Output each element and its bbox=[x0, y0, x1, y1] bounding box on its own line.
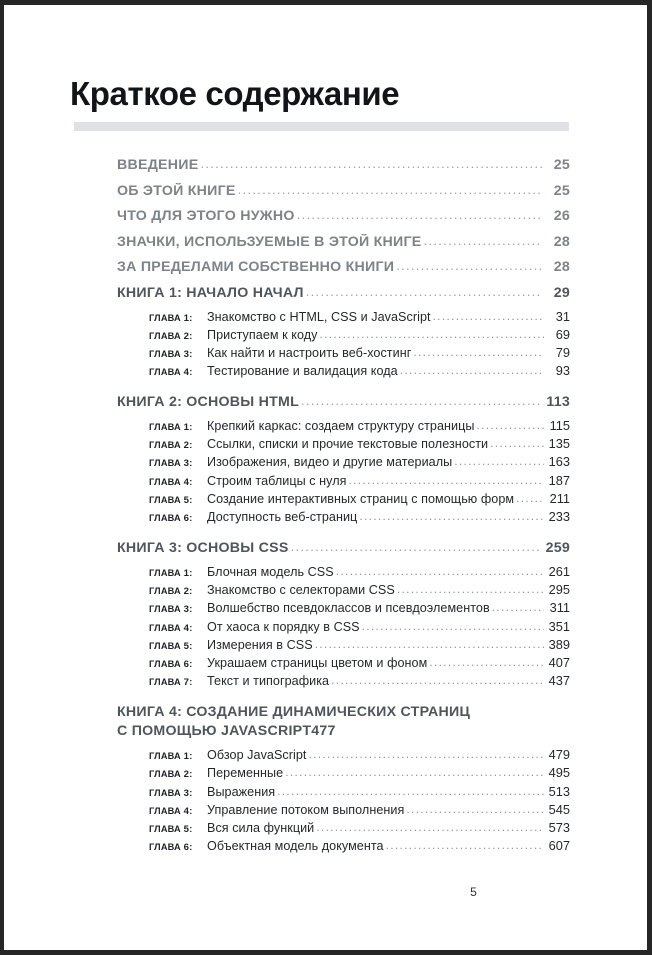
leader-dots bbox=[308, 747, 544, 761]
toc-chapter-label bbox=[149, 842, 207, 853]
toc-chapter-number: 4 bbox=[183, 367, 190, 379]
toc-entry-page-number: 28 bbox=[553, 233, 570, 250]
toc-chapter-label bbox=[149, 367, 207, 378]
toc-chapter-entry[interactable] bbox=[149, 436, 570, 451]
toc-chapter-page-number: 211 bbox=[549, 490, 570, 506]
toc-chapter-number: 5 bbox=[183, 494, 190, 506]
toc-chapter-title: Волшебство псевдоклассов и псевдоэлементов bbox=[207, 601, 490, 616]
toc-chapter-label bbox=[149, 586, 207, 597]
toc-chapter-page-number: 407 bbox=[548, 654, 570, 670]
leader-dots bbox=[454, 454, 544, 468]
toc-chapter-label bbox=[149, 495, 207, 506]
toc-chapter-page-number: 93 bbox=[555, 363, 570, 379]
page-title-wrap bbox=[70, 77, 570, 112]
toc-book-heading-label: КНИГА 1: НАЧАЛО НАЧАЛ bbox=[117, 284, 304, 301]
toc-entry-label: ЗА ПРЕДЕЛАМИ СОБСТВЕННО КНИГИ bbox=[117, 259, 395, 275]
toc-chapter-page-number: 495 bbox=[548, 765, 570, 781]
toc-chapter-label bbox=[149, 477, 207, 488]
leader-dots bbox=[291, 540, 542, 554]
toc-chapter-number: 1 bbox=[183, 568, 190, 579]
toc-book-heading-line-2: С ПОМОЩЬЮ JAVASCRIPT bbox=[117, 723, 312, 740]
toc-chapter-page-number: 233 bbox=[548, 509, 570, 524]
toc-chapter-word: ГЛАВА bbox=[149, 805, 181, 816]
toc-chapter-title: От хаоса к порядку в CSS bbox=[207, 619, 360, 634]
toc-chapter-title: Создание интерактивных страниц с помощью форм bbox=[207, 491, 515, 506]
leader-dots bbox=[492, 600, 544, 614]
toc-chapter-colon: : bbox=[189, 330, 193, 341]
toc-chapter-word: ГЛАВА bbox=[149, 586, 181, 597]
toc-chapter-entry[interactable] bbox=[149, 600, 570, 615]
leader-dots bbox=[316, 820, 544, 834]
toc-chapter-page-number: 573 bbox=[548, 819, 570, 835]
toc-chapter-colon: : bbox=[189, 422, 193, 433]
toc-chapter-title: Текст и типографика bbox=[207, 674, 330, 689]
leader-dots bbox=[297, 208, 542, 222]
toc-chapter-page-number: 187 bbox=[548, 472, 570, 488]
toc-chapter-label bbox=[149, 824, 207, 835]
toc-chapter-entry[interactable] bbox=[149, 327, 570, 342]
toc-chapter-label bbox=[149, 769, 207, 780]
toc-chapter-number: 1 bbox=[183, 751, 190, 763]
toc-entry-label: ЧТО ДЛЯ ЭТОГО НУЖНО bbox=[117, 208, 295, 224]
toc-chapter-entry[interactable] bbox=[149, 747, 570, 762]
leader-dots bbox=[424, 234, 542, 248]
toc-chapter-number: 2 bbox=[183, 769, 190, 781]
toc-book-heading[interactable] bbox=[117, 394, 570, 410]
toc-chapter-colon: : bbox=[189, 458, 193, 469]
toc-chapter-title: Обзор JavaScript bbox=[207, 748, 307, 763]
toc-chapter-colon: : bbox=[189, 823, 193, 834]
toc-chapter-entry[interactable] bbox=[149, 765, 570, 780]
toc-chapter-colon: : bbox=[189, 842, 193, 853]
toc-chapter-number: 3 bbox=[183, 458, 190, 470]
toc-chapter-page-number: 437 bbox=[548, 673, 570, 689]
toc-chapter-colon: : bbox=[189, 751, 193, 762]
toc-chapter-colon: : bbox=[189, 769, 193, 780]
toc-chapter-title: Строим таблицы с нуля bbox=[207, 473, 347, 488]
toc-chapter-entry[interactable] bbox=[149, 820, 570, 835]
toc-front-matter-entry[interactable] bbox=[117, 259, 570, 275]
toc-chapter-title: Доступность веб-страниц bbox=[207, 510, 358, 524]
toc-chapter-number: 3 bbox=[183, 787, 190, 799]
leader-dots bbox=[386, 838, 544, 852]
leader-dots bbox=[348, 473, 544, 487]
toc-chapter-title: Изображения, видео и другие материалы bbox=[207, 455, 453, 470]
toc-chapter-number: 4 bbox=[183, 476, 190, 488]
leader-dots bbox=[490, 436, 544, 450]
toc-chapter-title: Блочная модель CSS bbox=[207, 565, 334, 579]
toc-chapter-entry[interactable] bbox=[149, 838, 570, 853]
toc-book-page-number: 113 bbox=[546, 394, 570, 411]
toc-chapter-number: 2 bbox=[183, 330, 190, 342]
toc-chapter-word: ГЛАВА bbox=[149, 787, 181, 798]
leader-dots bbox=[359, 509, 544, 523]
leader-dots bbox=[200, 157, 542, 171]
leader-dots bbox=[315, 637, 544, 651]
toc-book-section bbox=[117, 540, 570, 688]
toc-chapter-number: 3 bbox=[183, 348, 190, 360]
toc-entry-label: ВВЕДЕНИЕ bbox=[117, 157, 199, 173]
leader-dots bbox=[277, 784, 544, 798]
toc-entry-page-number: 28 bbox=[553, 259, 570, 275]
toc-chapter-number: 4 bbox=[183, 805, 190, 817]
toc-chapter-page-number: 69 bbox=[555, 326, 570, 342]
toc-chapter-label bbox=[149, 788, 207, 799]
book-sections bbox=[117, 285, 570, 854]
toc-chapter-page-number: 607 bbox=[548, 838, 570, 854]
toc-book-page-number: 259 bbox=[545, 540, 570, 556]
toc-chapter-word: ГЛАВА bbox=[149, 677, 181, 688]
folio-number: 5 bbox=[470, 885, 477, 899]
toc-chapter-label bbox=[149, 440, 207, 451]
toc-chapter-page-number: 261 bbox=[548, 564, 570, 579]
toc-chapter-word: ГЛАВА bbox=[149, 604, 181, 615]
toc-chapter-title: Тестирование и валидация кода bbox=[207, 364, 398, 379]
toc-chapter-number: 1 bbox=[183, 422, 190, 434]
toc-book-heading[interactable] bbox=[117, 285, 570, 301]
toc-chapter-title: Выражения bbox=[207, 784, 276, 799]
table-of-contents bbox=[117, 157, 570, 856]
toc-chapter-label bbox=[149, 659, 207, 670]
toc-chapter-label bbox=[149, 458, 207, 469]
toc-chapter-word: ГЛАВА bbox=[149, 751, 181, 762]
toc-chapter-page-number: 163 bbox=[548, 454, 570, 470]
toc-chapter-title: Переменные bbox=[207, 766, 284, 781]
page-title: Краткое содержание bbox=[70, 75, 400, 112]
toc-book-section bbox=[117, 285, 570, 379]
toc-chapter-colon: : bbox=[189, 494, 193, 505]
toc-chapter-title: Объектная модель документа bbox=[207, 839, 384, 854]
toc-chapter-number: 1 bbox=[183, 312, 190, 324]
toc-chapter-entry[interactable] bbox=[149, 454, 570, 469]
toc-entry-page-number: 25 bbox=[553, 182, 570, 199]
toc-chapter-colon: : bbox=[189, 568, 193, 578]
toc-chapter-word: ГЛАВА bbox=[149, 658, 181, 669]
leader-dots bbox=[433, 309, 544, 323]
toc-chapter-colon: : bbox=[189, 367, 193, 378]
toc-chapter-word: ГЛАВА bbox=[149, 440, 181, 451]
toc-chapter-page-number: 351 bbox=[548, 618, 570, 634]
leader-dots bbox=[396, 259, 542, 273]
toc-chapter-page-number: 311 bbox=[549, 600, 570, 616]
toc-chapter-page-number: 545 bbox=[548, 801, 570, 817]
leader-dots bbox=[336, 564, 544, 578]
toc-book-heading-label: КНИГА 3: ОСНОВЫ CSS bbox=[117, 540, 289, 556]
toc-chapter-word: ГЛАВА bbox=[149, 640, 181, 651]
toc-chapter-colon: : bbox=[189, 622, 193, 633]
leader-dots bbox=[406, 802, 544, 816]
toc-book-heading-line-2-row bbox=[117, 723, 570, 739]
toc-chapter-colon: : bbox=[189, 476, 193, 487]
toc-chapter-colon: : bbox=[189, 677, 193, 688]
toc-chapter-entry[interactable] bbox=[149, 564, 570, 579]
toc-entry-page-number: 25 bbox=[553, 157, 570, 173]
leader-dots bbox=[429, 655, 544, 669]
toc-chapter-colon: : bbox=[189, 312, 193, 323]
toc-chapter-entry[interactable] bbox=[149, 418, 570, 433]
toc-chapter-list bbox=[149, 309, 570, 379]
toc-book-section bbox=[117, 394, 570, 524]
toc-chapter-entry[interactable] bbox=[149, 509, 570, 524]
toc-chapter-number: 2 bbox=[183, 586, 190, 598]
toc-chapter-entry[interactable] bbox=[149, 655, 570, 670]
toc-chapter-page-number: 31 bbox=[555, 308, 570, 324]
toc-chapter-title: Украшаем страницы цветом и фоном bbox=[207, 655, 428, 670]
toc-chapter-page-number: 479 bbox=[548, 747, 570, 763]
leader-dots bbox=[331, 673, 544, 687]
toc-chapter-word: ГЛАВА bbox=[149, 568, 181, 578]
toc-chapter-colon: : bbox=[189, 805, 193, 816]
toc-chapter-label bbox=[149, 641, 207, 652]
toc-chapter-entry[interactable] bbox=[149, 673, 570, 688]
toc-chapter-label bbox=[149, 806, 207, 817]
toc-book-heading-line-1: КНИГА 4: СОЗДАНИЕ ДИНАМИЧЕСКИХ СТРАНИЦ bbox=[117, 704, 471, 721]
toc-chapter-number: 6 bbox=[183, 658, 190, 670]
toc-book-heading-label: КНИГА 2: ОСНОВЫ HTML bbox=[117, 394, 300, 411]
toc-chapter-word: ГЛАВА bbox=[149, 842, 181, 853]
front-matter-entries bbox=[117, 157, 570, 275]
toc-front-matter-entry[interactable] bbox=[117, 183, 570, 199]
toc-chapter-label bbox=[149, 513, 207, 524]
toc-chapter-label bbox=[149, 677, 207, 688]
toc-chapter-colon: : bbox=[189, 440, 193, 451]
toc-book-heading[interactable] bbox=[117, 540, 570, 556]
toc-chapter-word: ГЛАВА bbox=[149, 622, 181, 633]
toc-book-heading[interactable] bbox=[117, 704, 570, 739]
toc-chapter-entry[interactable] bbox=[149, 473, 570, 488]
toc-chapter-colon: : bbox=[189, 658, 193, 669]
toc-chapter-page-number: 135 bbox=[548, 436, 570, 452]
toc-chapter-label bbox=[149, 422, 207, 433]
toc-chapter-page-number: 513 bbox=[548, 783, 570, 799]
toc-chapter-page-number: 295 bbox=[548, 582, 570, 598]
toc-chapter-word: ГЛАВА bbox=[149, 367, 181, 378]
toc-chapter-label bbox=[149, 751, 207, 762]
page-footer bbox=[4, 885, 647, 899]
toc-chapter-entry[interactable] bbox=[149, 345, 570, 360]
page-sheet bbox=[4, 5, 647, 950]
toc-chapter-word: ГЛАВА bbox=[149, 312, 181, 323]
leader-dots bbox=[400, 363, 544, 377]
toc-chapter-title: Крепкий каркас: создаем структуру страницы bbox=[207, 419, 475, 434]
leader-dots bbox=[397, 582, 544, 596]
leader-dots bbox=[516, 491, 544, 505]
toc-chapter-label bbox=[149, 313, 207, 324]
toc-chapter-colon: : bbox=[189, 348, 193, 359]
toc-book-page-number: 29 bbox=[553, 284, 570, 301]
toc-chapter-label bbox=[149, 568, 207, 579]
toc-front-matter-entry[interactable] bbox=[117, 208, 570, 224]
toc-chapter-title: Знакомство с селекторами CSS bbox=[207, 583, 395, 598]
toc-chapter-entry[interactable] bbox=[149, 802, 570, 817]
toc-chapter-title: Измерения в CSS bbox=[207, 637, 313, 652]
toc-front-matter-entry[interactable] bbox=[117, 157, 570, 173]
toc-entry-label: ЗНАЧКИ, ИСПОЛЬЗУЕМЫЕ В ЭТОЙ КНИГЕ bbox=[117, 233, 422, 250]
toc-chapter-word: ГЛАВА bbox=[149, 348, 181, 359]
toc-chapter-entry[interactable] bbox=[149, 637, 570, 652]
toc-chapter-entry[interactable] bbox=[149, 491, 570, 506]
toc-chapter-word: ГЛАВА bbox=[149, 513, 181, 523]
toc-front-matter-entry[interactable] bbox=[117, 234, 570, 250]
toc-chapter-title: Управление потоком выполнения bbox=[207, 802, 405, 817]
toc-chapter-colon: : bbox=[189, 604, 193, 615]
toc-chapter-entry[interactable] bbox=[149, 363, 570, 378]
toc-chapter-word: ГЛАВА bbox=[149, 823, 181, 834]
leader-dots bbox=[413, 345, 544, 359]
toc-entry-page-number: 26 bbox=[553, 208, 570, 224]
toc-chapter-number: 6 bbox=[183, 842, 190, 854]
toc-book-page-number: 477 bbox=[311, 723, 336, 740]
toc-chapter-word: ГЛАВА bbox=[149, 769, 181, 780]
toc-chapter-entry[interactable] bbox=[149, 309, 570, 324]
leader-dots bbox=[306, 285, 542, 299]
toc-chapter-title: Ссылки, списки и прочие текстовые полезности bbox=[207, 437, 489, 452]
toc-chapter-number: 7 bbox=[183, 677, 190, 689]
toc-chapter-colon: : bbox=[189, 640, 193, 651]
toc-book-section bbox=[117, 704, 570, 853]
leader-dots bbox=[301, 394, 542, 408]
toc-chapter-label bbox=[149, 349, 207, 360]
toc-chapter-number: 5 bbox=[183, 640, 190, 652]
toc-chapter-number: 4 bbox=[183, 622, 190, 634]
toc-chapter-page-number: 115 bbox=[549, 418, 570, 434]
toc-chapter-word: ГЛАВА bbox=[149, 422, 181, 433]
toc-chapter-word: ГЛАВА bbox=[149, 458, 181, 469]
toc-chapter-label bbox=[149, 623, 207, 634]
toc-chapter-page-number: 389 bbox=[548, 636, 570, 652]
leader-dots bbox=[285, 765, 544, 779]
toc-chapter-list bbox=[149, 747, 570, 853]
toc-chapter-number: 6 bbox=[183, 513, 190, 524]
toc-chapter-word: ГЛАВА bbox=[149, 476, 181, 487]
leader-dots bbox=[476, 418, 544, 432]
toc-chapter-number: 3 bbox=[183, 604, 190, 616]
leader-dots bbox=[319, 327, 544, 341]
toc-chapter-number: 5 bbox=[183, 823, 190, 835]
leader-dots bbox=[362, 619, 544, 633]
leader-dots bbox=[238, 183, 542, 197]
toc-chapter-entry[interactable] bbox=[149, 582, 570, 597]
toc-chapter-title: Приступаем к коду bbox=[207, 327, 318, 342]
toc-chapter-label bbox=[149, 604, 207, 615]
toc-chapter-title: Знакомство с HTML, CSS и JavaScript bbox=[207, 309, 431, 324]
toc-chapter-entry[interactable] bbox=[149, 784, 570, 799]
toc-chapter-label bbox=[149, 331, 207, 342]
toc-chapter-list bbox=[149, 564, 570, 688]
toc-entry-label: ОБ ЭТОЙ КНИГЕ bbox=[117, 182, 236, 199]
toc-chapter-colon: : bbox=[189, 787, 193, 798]
toc-chapter-colon: : bbox=[189, 513, 193, 523]
toc-chapter-title: Вся сила функций bbox=[207, 820, 315, 835]
toc-chapter-title: Как найти и настроить веб-хостинг bbox=[207, 345, 412, 360]
toc-chapter-number: 2 bbox=[183, 440, 190, 452]
toc-chapter-word: ГЛАВА bbox=[149, 494, 181, 505]
toc-chapter-list bbox=[149, 418, 570, 524]
toc-chapter-entry[interactable] bbox=[149, 619, 570, 634]
toc-chapter-page-number: 79 bbox=[555, 344, 570, 360]
toc-chapter-word: ГЛАВА bbox=[149, 330, 181, 341]
toc-chapter-colon: : bbox=[189, 586, 193, 597]
title-underline-rule bbox=[74, 122, 569, 131]
